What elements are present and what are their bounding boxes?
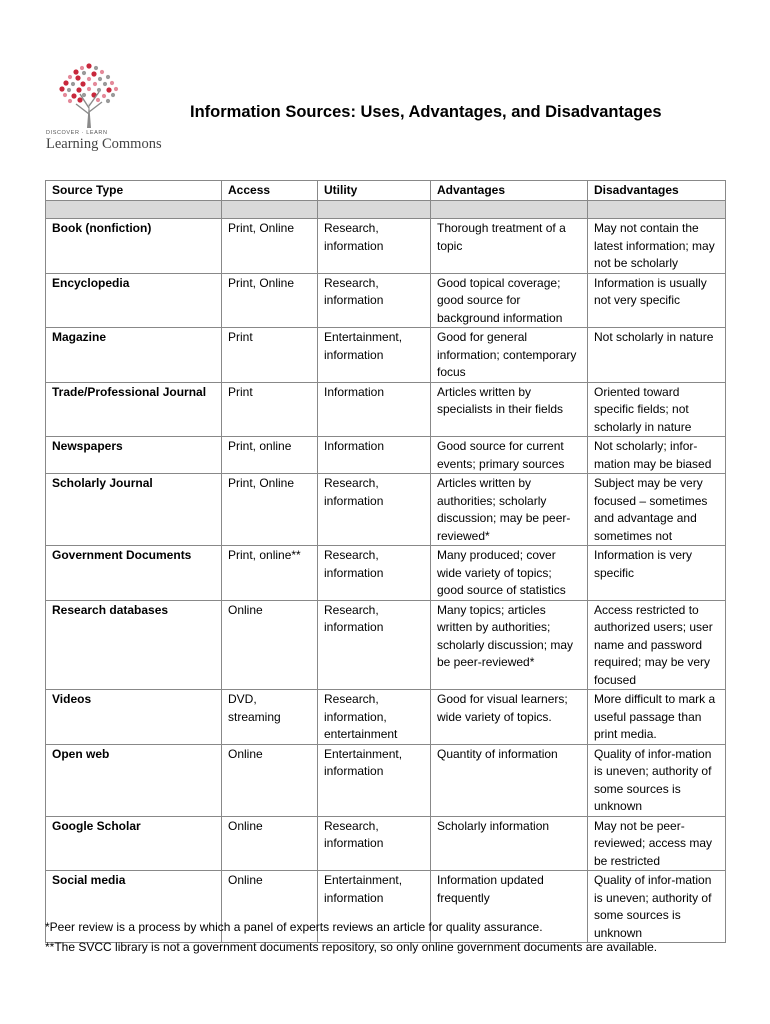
cell-disadvantages: Not scholarly in nature xyxy=(588,328,726,383)
cell-utility: Research, information xyxy=(318,816,431,871)
cell-advantages: Articles written by authorities; scholarly discussion; may be peer-reviewed* xyxy=(431,474,588,546)
table-row xyxy=(46,744,726,816)
cell-advantages: Many topics; articles written by authorities; scholarly discussion; may be peer-reviewed* xyxy=(431,600,588,690)
cell-disadvantages: Quality of infor-mation is uneven; authority of some sources is unknown xyxy=(588,871,726,943)
tree-leaf xyxy=(97,88,101,92)
cell-disadvantages: Not scholarly; infor-mation may be biased xyxy=(588,437,726,474)
cell-disadvantages: Oriented toward specific fields; not scholarly in nature xyxy=(588,382,726,437)
tree-leaf xyxy=(94,66,98,70)
table-row xyxy=(46,219,726,274)
tree-leaf xyxy=(63,93,67,97)
tree-leaf xyxy=(82,93,86,97)
cell-access: Online xyxy=(222,816,318,871)
tree-leaf xyxy=(100,70,104,74)
cell-advantages: Good source for current events; primary sources xyxy=(431,437,588,474)
cell-advantages: Many produced; cover wide variety of topics; good source of statistics xyxy=(431,546,588,601)
table-row xyxy=(46,437,726,474)
cell-utility: Research, information xyxy=(318,474,431,546)
cell-advantages: Information updated frequently xyxy=(431,871,588,943)
table-row xyxy=(46,382,726,437)
cell-type: Research databases xyxy=(46,600,222,690)
cell-disadvantages: Quality of infor-mation is uneven; authority of some sources is unknown xyxy=(588,744,726,816)
header-disadvantages: Disadvantages xyxy=(588,181,726,201)
cell-utility: Entertainment, information xyxy=(318,744,431,816)
header-advantages: Advantages xyxy=(431,181,588,201)
tree-leaf xyxy=(103,82,107,86)
cell-advantages: Scholarly information xyxy=(431,816,588,871)
tree-leaf xyxy=(75,75,80,80)
cell-access: Online xyxy=(222,871,318,943)
header-source-type: Source Type xyxy=(46,181,222,201)
cell-type: Google Scholar xyxy=(46,816,222,871)
tree-leaf xyxy=(63,80,68,85)
cell-access: Print, online xyxy=(222,437,318,474)
cell-advantages: Articles written by specialists in their fields xyxy=(431,382,588,437)
logo-tagline: DISCOVER · LEARN xyxy=(46,130,108,136)
cell-access: Print xyxy=(222,382,318,437)
table-row xyxy=(46,690,726,745)
cell-advantages: Good for general information; contemporary focus xyxy=(431,328,588,383)
tree-leaf xyxy=(73,69,78,74)
header-utility: Utility xyxy=(318,181,431,201)
cell-disadvantages: Access restricted to authorized users; user name and password required; may be very focused xyxy=(588,600,726,690)
cell-utility: Research, information xyxy=(318,219,431,274)
cell-disadvantages: May not be peer-reviewed; access may be restricted xyxy=(588,816,726,871)
tree-leaf xyxy=(71,82,75,86)
cell-type: Open web xyxy=(46,744,222,816)
table-row xyxy=(46,600,726,690)
tree-icon xyxy=(54,62,124,130)
cell-type: Encyclopedia xyxy=(46,273,222,328)
tree-leaf xyxy=(67,88,71,92)
tree-leaf xyxy=(87,77,91,81)
tree-leaf xyxy=(102,94,106,98)
tree-leaf xyxy=(59,86,64,91)
cell-type: Social media xyxy=(46,871,222,943)
tree-leaf xyxy=(71,93,76,98)
table-row xyxy=(46,546,726,601)
table-row xyxy=(46,474,726,546)
cell-type: Government Documents xyxy=(46,546,222,601)
cell-access: Online xyxy=(222,744,318,816)
cell-access: Print, Online xyxy=(222,273,318,328)
footnote-government-documents: **The SVCC library is not a government documents repository, so only online government documents are available. xyxy=(45,940,658,954)
tree-leaf xyxy=(82,71,86,75)
header-shaded-band xyxy=(46,201,726,219)
tree-leaf xyxy=(106,99,110,103)
cell-advantages: Thorough treatment of a topic xyxy=(431,219,588,274)
information-sources-table xyxy=(45,180,726,943)
tree-leaf xyxy=(91,71,96,76)
logo-brand-text: Learning Commons xyxy=(46,136,162,152)
cell-access: Print xyxy=(222,328,318,383)
cell-access: Print, Online xyxy=(222,474,318,546)
table-body xyxy=(46,219,726,943)
tree-leaf xyxy=(106,75,110,79)
cell-type: Magazine xyxy=(46,328,222,383)
cell-disadvantages: Information is very specific xyxy=(588,546,726,601)
cell-advantages: Quantity of information xyxy=(431,744,588,816)
cell-access: Online xyxy=(222,600,318,690)
cell-utility: Research, information xyxy=(318,273,431,328)
header-access: Access xyxy=(222,181,318,201)
tree-leaf xyxy=(98,77,102,81)
cell-advantages: Good topical coverage; good source for background information xyxy=(431,273,588,328)
tree-leaf xyxy=(68,99,72,103)
tree-leaf xyxy=(76,87,81,92)
tree-leaf xyxy=(68,75,72,79)
cell-disadvantages: Information is usually not very specific xyxy=(588,273,726,328)
tree-leaf xyxy=(106,87,111,92)
cell-disadvantages: More difficult to mark a useful passage than print media. xyxy=(588,690,726,745)
cell-type: Book (nonfiction) xyxy=(46,219,222,274)
learning-commons-logo xyxy=(44,62,184,154)
cell-advantages: Good for visual learners; wide variety of topics. xyxy=(431,690,588,745)
cell-utility: Information xyxy=(318,437,431,474)
tree-leaf xyxy=(80,66,84,70)
tree-leaf xyxy=(93,82,97,86)
footnote-peer-review: *Peer review is a process by which a panel of experts reviews an article for quality assurance. xyxy=(45,920,543,934)
cell-disadvantages: May not contain the latest information; may not be scholarly xyxy=(588,219,726,274)
cell-type: Scholarly Journal xyxy=(46,474,222,546)
cell-utility: Research, information xyxy=(318,600,431,690)
tree-leaf xyxy=(77,97,82,102)
tree-leaf xyxy=(110,81,114,85)
table-row xyxy=(46,328,726,383)
cell-access: Print, Online xyxy=(222,219,318,274)
tree-leaf xyxy=(87,87,91,91)
cell-access: Print, online** xyxy=(222,546,318,601)
cell-disadvantages: Subject may be very focused – sometimes and advantage and sometimes not xyxy=(588,474,726,546)
table-row xyxy=(46,273,726,328)
cell-utility: Research, information, entertainment xyxy=(318,690,431,745)
table-row xyxy=(46,816,726,871)
cell-type: Trade/Professional Journal xyxy=(46,382,222,437)
tree-leaf xyxy=(80,81,85,86)
page-title: Information Sources: Uses, Advantages, and Disadvantages xyxy=(190,103,662,121)
table-header-row xyxy=(46,181,726,201)
tree-leaf xyxy=(114,87,118,91)
tree-leaf xyxy=(86,63,91,68)
cell-utility: Entertainment, information xyxy=(318,328,431,383)
cell-utility: Entertainment, information xyxy=(318,871,431,943)
tree-leaf xyxy=(96,98,100,102)
cell-type: Videos xyxy=(46,690,222,745)
cell-access: DVD, streaming xyxy=(222,690,318,745)
tree-leaf xyxy=(111,93,115,97)
cell-utility: Research, information xyxy=(318,546,431,601)
cell-type: Newspapers xyxy=(46,437,222,474)
cell-utility: Information xyxy=(318,382,431,437)
